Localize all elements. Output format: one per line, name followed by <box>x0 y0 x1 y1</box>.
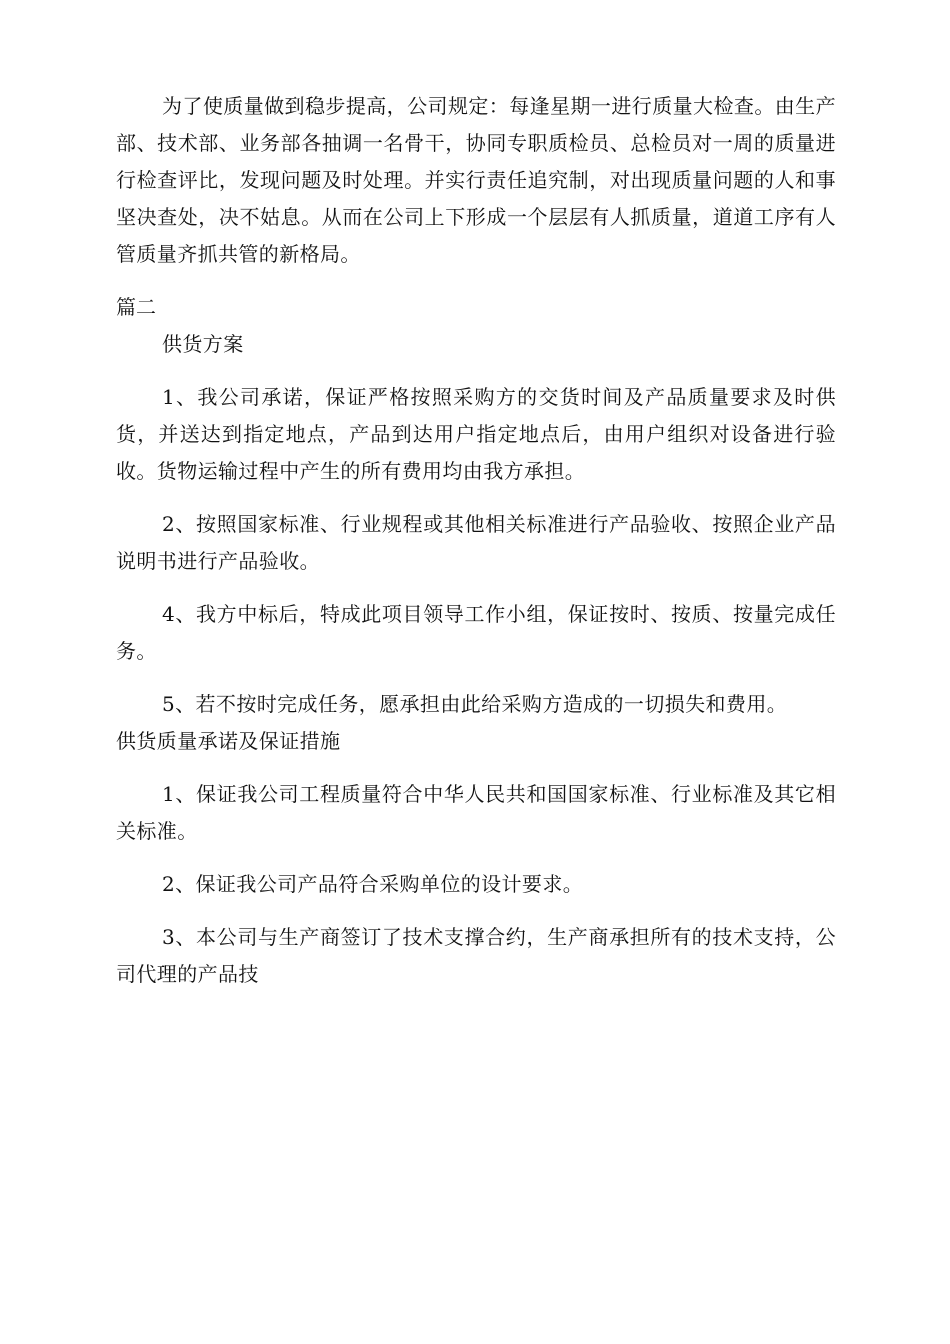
quality-commitment-title: 供货质量承诺及保证措施 <box>116 729 341 753</box>
supply-plan-item-5: 5、若不按时完成任务，愿承担由此给采购方造成的一切损失和费用。 <box>162 692 788 716</box>
supply-plan-title: 供货方案 <box>162 332 244 356</box>
document-body <box>116 88 836 993</box>
quality-commitment-item-2: 2、保证我公司产品符合采购单位的设计要求。 <box>162 872 584 896</box>
quality-commitment-item-3: 3、本公司与生产商签订了技术支撑合约，生产商承担所有的技术支持，公司代理的产品技 <box>116 925 836 986</box>
supply-plan-item-2: 2、按照国家标准、行业规程或其他相关标准进行产品验收、按照企业产品说明书进行产品验收。 <box>116 512 836 573</box>
supply-plan-item-1: 1、我公司承诺，保证严格按照采购方的交货时间及产品质量要求及时供货，并送达到指定地点，产品到达用户指定地点后，由用户组织对设备进行验收。货物运输过程中产生的所有费用均由我方承担。 <box>116 385 836 483</box>
quality-inspection-paragraph: 为了使质量做到稳步提高，公司规定：每逢星期一进行质量大检查。由生产部、技术部、业务部各抽调一名骨干，协同专职质检员、总检员对一周的质量进行检查评比，发现问题及时处理。并实行责任追究制，对出现质量问题的人和事坚决查处，决不姑息。从而在公司上下形成一个层层有人抓质量，道道工序有人管质量齐抓共管的新格局。 <box>116 94 836 266</box>
supply-plan-item-4: 4、我方中标后，特成此项目领导工作小组，保证按时、按质、按量完成任务。 <box>116 602 836 663</box>
section-title: 篇二 <box>116 295 156 319</box>
quality-commitment-item-1: 1、保证我公司工程质量符合中华人民共和国国家标准、行业标准及其它相关标准。 <box>116 782 836 843</box>
